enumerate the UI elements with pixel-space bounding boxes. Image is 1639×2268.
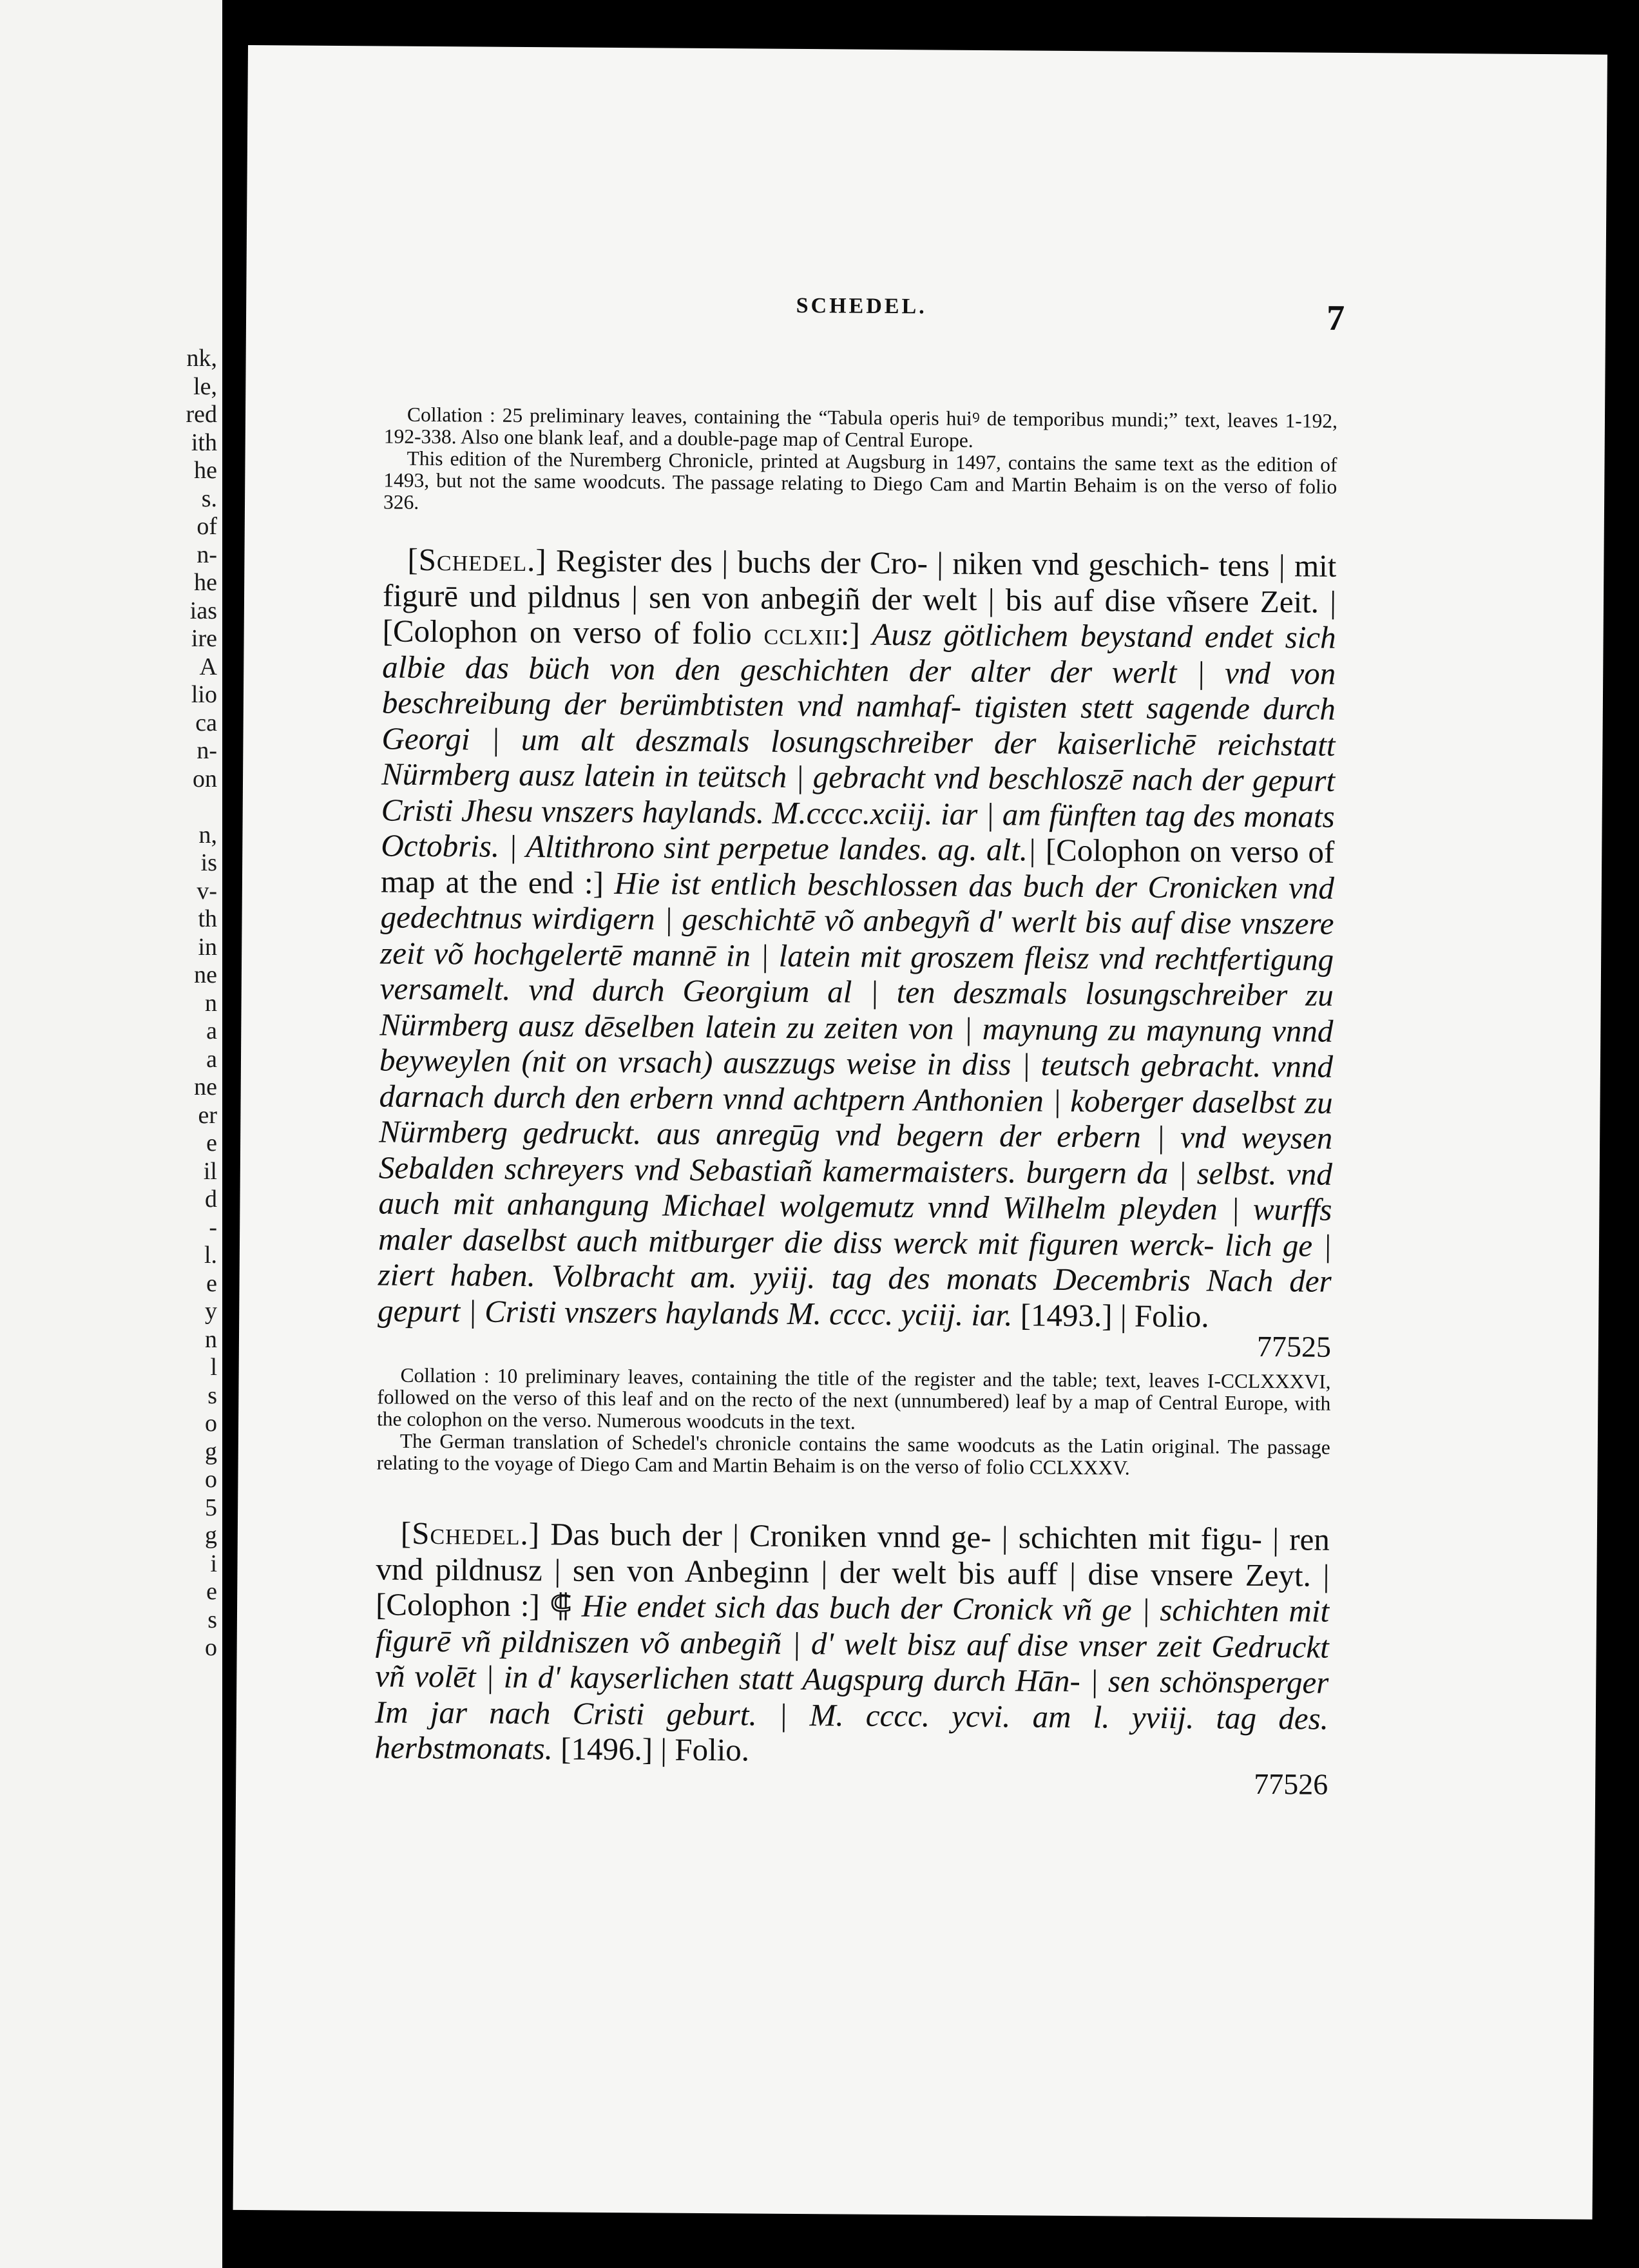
left-page-fragment: v- bbox=[196, 877, 217, 905]
left-page-fragment: of bbox=[196, 513, 217, 540]
left-page-fragment: e bbox=[206, 1578, 217, 1605]
left-page-fragment: g bbox=[205, 1437, 217, 1465]
left-page-fragment: in bbox=[198, 933, 217, 961]
left-page-fragment bbox=[140, 793, 217, 822]
left-page-fragment: a bbox=[206, 1017, 217, 1044]
left-page-fragment: s bbox=[207, 1381, 217, 1409]
left-page-fragment: i bbox=[210, 1550, 217, 1577]
left-page-fragment: o bbox=[205, 1466, 217, 1493]
left-page-fragment: a bbox=[206, 1045, 217, 1073]
colophon-text: Hie endet sich das buch der Cronick vñ ge | schichten mit figurē vñ pildniszen võ anbegiñ | d' welt bisz auf dise vnser zeit Gedruckt vñ volēt | in d' kayserlichen statt Augspurg durch Hān- | sen schönsperger Im jar nach Cristi geburt. | M. cccc. ycvi. am l. yviij. tag des. herbstmonats. bbox=[374, 1588, 1330, 1767]
left-page-fragment: - bbox=[209, 1213, 217, 1241]
left-page-fragment: d bbox=[205, 1186, 217, 1213]
left-page-fragment: ire bbox=[191, 625, 217, 652]
left-page-fragment: il bbox=[203, 1157, 217, 1185]
page-number: 7 bbox=[1326, 298, 1345, 338]
left-page-fragment: g bbox=[205, 1522, 217, 1549]
left-page-fragment: ca bbox=[195, 709, 217, 736]
left-page-fragment: red bbox=[186, 401, 217, 428]
entry-title: Das buch der | Croniken vnnd ge- | schichten mit figu- | ren vnd pildnusz | sen von Anbeginn | der welt bis auff | dise vnsere Zeyt. | [Colophon :] ⸿ bbox=[375, 1516, 1330, 1624]
left-page-fragment: e bbox=[206, 1269, 217, 1297]
left-page-fragment: ith bbox=[191, 428, 217, 456]
left-page-fragment: n- bbox=[196, 541, 217, 568]
collation-note: Collation : 10 preliminary leaves, containing the title of the register and the table; text, leaves I-CCLXXXVI, followed on the verso of this leaf and on the recto of the next (unnumbered) leaf by a map of Central Europe, with the colophon on the verso. Numerous woodcuts in the text. bbox=[376, 1363, 1331, 1434]
left-page-fragment: ne bbox=[194, 961, 217, 988]
left-page-fragment: he bbox=[194, 569, 217, 596]
left-page-fragment: ias bbox=[189, 597, 217, 624]
left-page-fragment: n- bbox=[196, 737, 217, 764]
left-page-fragment: o bbox=[205, 1634, 217, 1661]
left-page-fragment: y bbox=[205, 1298, 217, 1325]
catalog-entry-1496 bbox=[374, 1515, 1330, 1772]
notes-1493 bbox=[377, 1364, 1331, 1480]
colophon-text-2: Hie ist entlich beschlossen das buch der Cronicken vnd gedechtnus wirdigern | geschichtē võ anbegyñ d' werlt bis auf dise vnszere zeit võ hochgelertē mannē in | latein mit groszem fleisz vnd rechtfertigung versamelt. vnd durch Georgium al | ten deszmals losungschreiber zu Nürmberg ausz dēselben latein zu zeiten von | maynung zu maynung vnnd beyweylen (nit on vrsach) auszzugs weise in diss | teutsch gebracht. vnnd darnach durch den erbern vnnd achtpern Anthonien | koberger daselbst zu Nürmberg gedruckt. aus anregūg vnd begern der erbern | vnd weysen Sebalden schreyers vnd Sebastiañ kamermaisters. burgern da | selbst. vnd auch mit anhangung Michael wolgemutz vnnd Wilhelm pleyden | wurffs maler daselbst auch mitburger die diss werck mit figuren werck- lich ge | ziert haben. Volbracht am. yyiij. tag des monats Decembris Nach der gepurt | Cristi vnszers haylands M. cccc. yciij. iar. bbox=[378, 865, 1335, 1332]
left-page-fragment: l bbox=[210, 1354, 217, 1381]
left-page-fragment: s bbox=[207, 1606, 217, 1633]
left-page-fragment: l. bbox=[204, 1242, 217, 1269]
edition-note: This edition of the Nuremberg Chronicle, printed at Augsburg in 1497, contains the same text as the edition of 1493, but not the same woodcuts. The passage relating to Diego Cam and Martin Behaim is on the verso of folio 326. bbox=[383, 447, 1337, 514]
left-page-fragment: he bbox=[194, 457, 217, 484]
accession-number: 77525 bbox=[1256, 1329, 1332, 1363]
page-content bbox=[374, 291, 1345, 1801]
left-page-fragment: n bbox=[205, 989, 217, 1017]
left-page-text-fragments bbox=[140, 345, 217, 1662]
left-page-fragment: A bbox=[199, 653, 217, 680]
left-page-fragment: nk, bbox=[186, 345, 217, 372]
left-page-fragment: is bbox=[200, 849, 217, 876]
entry-date-format: [1493.] | Folio. bbox=[1020, 1296, 1209, 1334]
left-page-fragment: e bbox=[206, 1129, 217, 1157]
catalog-entry-1493 bbox=[378, 541, 1336, 1334]
accession-number: 77526 bbox=[1254, 1767, 1328, 1801]
left-facing-page bbox=[0, 0, 222, 2268]
entry-author: [Schedel.] bbox=[400, 1515, 541, 1552]
left-page-fragment: n bbox=[205, 1325, 217, 1353]
left-page-fragment: le, bbox=[193, 372, 217, 400]
left-page-fragment: s. bbox=[201, 485, 217, 512]
left-page-fragment: 5 bbox=[205, 1494, 217, 1521]
colophon-close: :] bbox=[840, 616, 861, 652]
left-page-fragment: lio bbox=[191, 681, 217, 708]
folio-reference: cclxii bbox=[763, 615, 841, 652]
left-page-fragment: er bbox=[198, 1101, 217, 1129]
running-head: SCHEDEL. bbox=[796, 293, 927, 319]
left-page-fragment: n, bbox=[198, 821, 217, 849]
colophon-label-2: [Colophon on verso of map at the end :] bbox=[380, 832, 1335, 901]
book-page bbox=[233, 45, 1607, 2220]
colophon-text-1: Ausz götlichem beystand endet sich albie das büch von den geschichten der alter der werlt | vnd von beschreibung der berümbtisten vnd namhaf- tigisten stett sagende durch Georgi | um alt deszmals losungschreiber der kaiserlichē reichstatt Nürmberg ausz latein in teütsch | gebracht vnd beschloszē nach der gepurt Cristi Jhesu vnszers haylands. M.cccc.xciij. iar | am fünften tag des monats Octobris. | Altithrono sint perpetue landes. ag. alt.| bbox=[381, 616, 1336, 868]
left-page-fragment: ne bbox=[194, 1073, 217, 1100]
entry-date-format: [1496.] | Folio. bbox=[560, 1731, 750, 1768]
left-page-fragment: th bbox=[198, 905, 217, 932]
translation-note: The German translation of Schedel's chronicle contains the same woodcuts as the Latin original. The passage relating to the voyage of Diego Cam and Martin Behaim is on the verso of folio CCLXXXV. bbox=[376, 1429, 1330, 1479]
entry-author: [Schedel.] bbox=[407, 541, 547, 579]
left-page-fragment: o bbox=[205, 1410, 217, 1437]
top-notes bbox=[383, 403, 1337, 519]
collation-note: Collation : 25 preliminary leaves, containing the “Tabula operis huiꝰ de temporibus mundi;” text, leaves 1-192, 192-338. Also one blank leaf, and a double-page map of Central Europe. bbox=[383, 403, 1338, 452]
entry-title: Register des | buchs der Cro- | niken vnd geschich- tens | mit figurē und pildnus | sen von anbegiñ der welt | bis auf dise vñsere Zeit. | [Colophon on verso of folio bbox=[382, 543, 1337, 651]
left-page-fragment: on bbox=[193, 765, 217, 793]
right-page-shadow bbox=[1607, 0, 1639, 2268]
